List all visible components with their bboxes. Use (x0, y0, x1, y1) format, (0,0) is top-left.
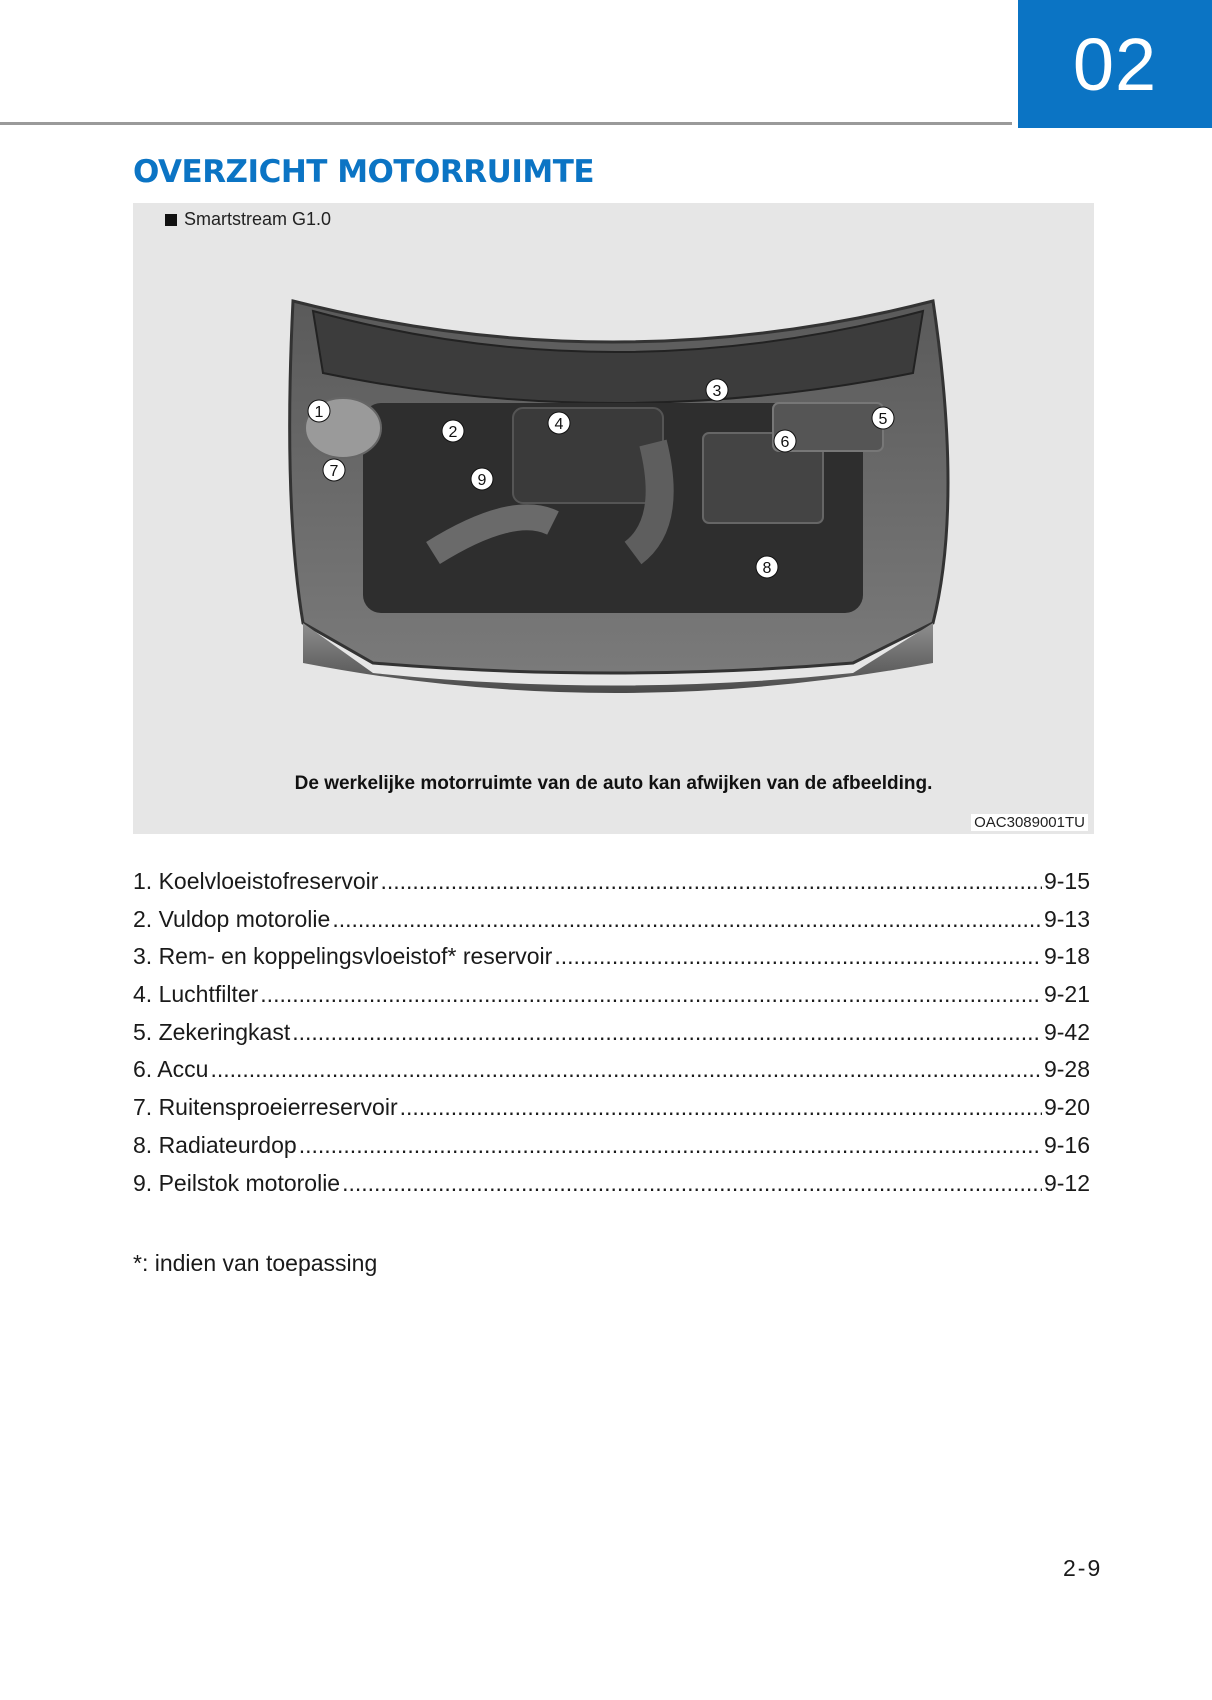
list-item (133, 906, 1090, 944)
list-item (133, 868, 1090, 906)
svg-text:2: 2 (448, 424, 458, 441)
list-item (133, 943, 1090, 981)
leader-dots (260, 981, 1042, 1008)
section-title: OVERZICHT MOTORRUIMTE (133, 154, 595, 190)
callout-5 (872, 407, 894, 429)
svg-text:6: 6 (780, 434, 790, 451)
leader-dots (554, 943, 1042, 970)
list-item (133, 1170, 1090, 1208)
item-label: 3. Rem- en koppelingsvloeistof* reservoir (133, 943, 553, 970)
page-number: 2-9 (1063, 1555, 1103, 1581)
leader-dots (292, 1019, 1042, 1046)
page-ref: 9-20 (1043, 1094, 1090, 1121)
list-item (133, 1056, 1090, 1094)
page-ref: 9-13 (1043, 905, 1090, 932)
leader-dots (210, 1056, 1042, 1083)
chapter-number: 02 (1072, 22, 1158, 106)
item-label: 8. Radiateurdop (133, 1131, 297, 1158)
list-item (133, 1094, 1090, 1132)
figure-code: OAC3089001TU (971, 814, 1088, 831)
leader-dots (299, 1132, 1042, 1159)
item-label: 1. Koelvloeistofreservoir (133, 868, 379, 894)
item-label: 7. Ruitensproeierreservoir (133, 1094, 398, 1121)
item-label: 2. Vuldop motorolie (133, 905, 331, 932)
svg-text:7: 7 (329, 463, 339, 480)
page-ref: 9-15 (1043, 868, 1090, 894)
svg-text:9: 9 (477, 472, 487, 489)
leader-dots (400, 1094, 1042, 1121)
header-rule (0, 122, 1012, 125)
page-ref: 9-18 (1043, 943, 1090, 970)
leader-dots (332, 906, 1042, 933)
svg-text:1: 1 (314, 404, 324, 421)
page-ref: 9-21 (1043, 981, 1090, 1008)
svg-text:8: 8 (762, 560, 772, 577)
list-item (133, 981, 1090, 1019)
callout-1 (308, 400, 330, 422)
callout-9 (471, 468, 493, 490)
callout-4 (548, 412, 570, 434)
figure-caption: De werkelijke motorruimte van de auto kan afwijken van de afbeelding. (294, 773, 933, 794)
svg-text:5: 5 (878, 411, 888, 428)
callout-7 (323, 459, 345, 481)
page-ref: 9-42 (1043, 1018, 1090, 1045)
figure-label-text: Smartstream G1.0 (184, 209, 332, 229)
engine-figure (133, 203, 1094, 834)
callout-8 (756, 556, 778, 578)
item-label: 6. Accu (133, 1056, 209, 1083)
callout-2 (442, 420, 464, 442)
item-label: 4. Luchtfilter (133, 981, 259, 1008)
list-item (133, 1019, 1090, 1057)
item-label: 5. Zekeringkast (133, 1018, 291, 1045)
leader-dots (342, 1170, 1042, 1197)
page-ref: 9-28 (1043, 1056, 1090, 1083)
component-list (133, 868, 1090, 1207)
list-item (133, 1132, 1090, 1170)
callout-6 (774, 430, 796, 452)
footnote: *: indien van toepassing (133, 1250, 378, 1276)
svg-text:4: 4 (554, 416, 564, 433)
callout-3 (706, 379, 728, 401)
item-label: 9. Peilstok motorolie (133, 1169, 341, 1196)
chapter-tab (1018, 0, 1212, 128)
page-ref: 9-12 (1043, 1169, 1090, 1196)
svg-text:3: 3 (712, 383, 722, 400)
page-ref: 9-16 (1043, 1131, 1090, 1158)
engine-bay-illustration (133, 203, 1094, 763)
leader-dots (380, 868, 1042, 895)
